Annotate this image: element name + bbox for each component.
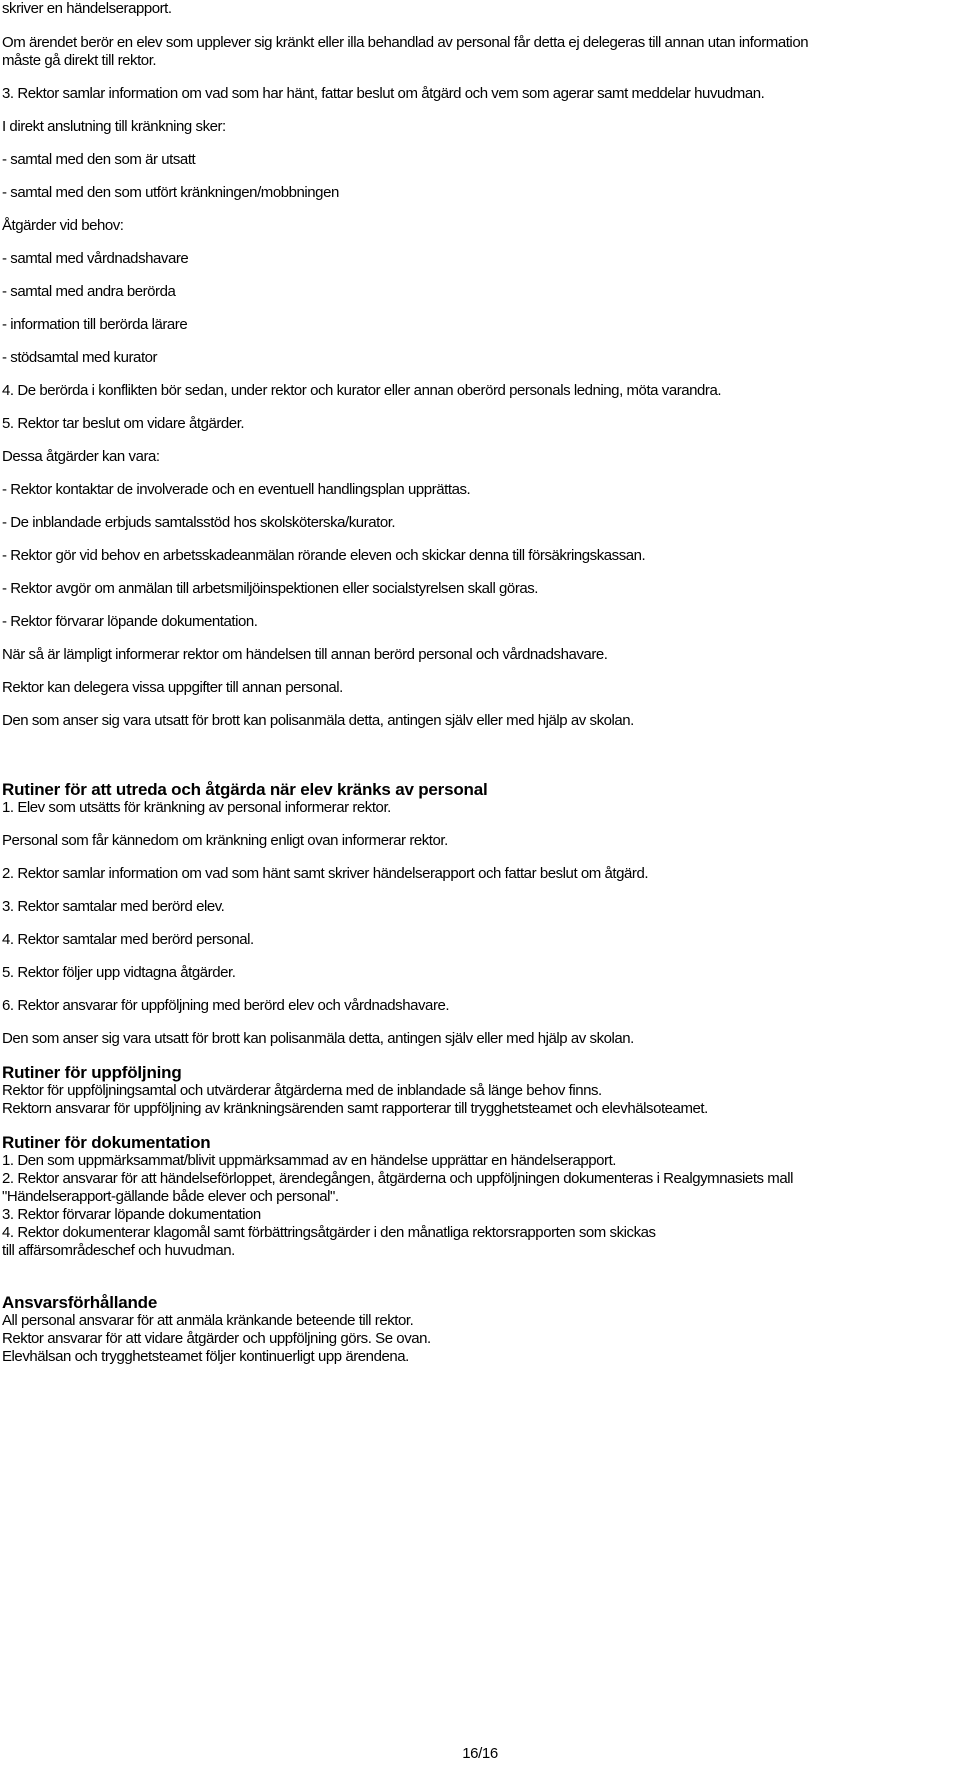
text-line: 3. Rektor förvarar löpande dokumentation bbox=[2, 1206, 261, 1223]
text-line: Elevhälsan och trygghetsteamet följer kontinuerligt upp ärendena. bbox=[2, 1348, 409, 1365]
text-line: - stödsamtal med kurator bbox=[2, 349, 158, 366]
text-line: Åtgärder vid behov: bbox=[2, 217, 124, 234]
text-line: 4. Rektor dokumenterar klagomål samt förbättringsåtgärder i den månatliga rektorsrapporten som skickas bbox=[2, 1224, 656, 1241]
text-line: 2. Rektor ansvarar för att händelseförloppet, ärendegången, åtgärderna och uppföljningen dokumenteras i Realgymnasiets mall bbox=[2, 1170, 794, 1187]
text-line: 3. Rektor samtalar med berörd elev. bbox=[2, 898, 225, 915]
text-line: 4. Rektor samtalar med berörd personal. bbox=[2, 931, 254, 948]
text-line: skriver en händelserapport. bbox=[2, 0, 172, 17]
section-heading-uppfoljning: Rutiner för uppföljning bbox=[2, 1063, 182, 1082]
text-line: - samtal med den som utfört kränkningen/mobbningen bbox=[2, 184, 339, 201]
text-line: Rektor för uppföljningsamtal och utvärderar åtgärderna med de inblandade så länge behov finns. bbox=[2, 1082, 602, 1099]
section-heading-dokumentation: Rutiner för dokumentation bbox=[2, 1133, 211, 1152]
text-line: - samtal med andra berörda bbox=[2, 283, 176, 300]
text-line: 1. Den som uppmärksammat/blivit uppmärksammad av en händelse upprättar en händelserapport. bbox=[2, 1152, 617, 1169]
text-line: Den som anser sig vara utsatt för brott kan polisanmäla detta, antingen själv eller med hjälp av skolan. bbox=[2, 712, 634, 729]
text-line: "Händelserapport-gällande både elever och personal". bbox=[2, 1188, 339, 1205]
text-line: - Rektor gör vid behov en arbetsskadeanmälan rörande eleven och skickar denna till försäkringskassan. bbox=[2, 547, 646, 564]
text-line: All personal ansvarar för att anmäla kränkande beteende till rektor. bbox=[2, 1312, 414, 1329]
text-line: När så är lämpligt informerar rektor om händelsen till annan berörd personal och vårdnadshavare. bbox=[2, 646, 608, 663]
text-line: 5. Rektor tar beslut om vidare åtgärder. bbox=[2, 415, 245, 432]
text-line: Den som anser sig vara utsatt för brott kan polisanmäla detta, antingen själv eller med hjälp av skolan. bbox=[2, 1030, 634, 1047]
text-line: Personal som får kännedom om kränkning enligt ovan informerar rektor. bbox=[2, 832, 448, 849]
text-line: 4. De berörda i konflikten bör sedan, under rektor och kurator eller annan oberörd personals ledning, möta varandra. bbox=[2, 382, 722, 399]
text-line: I direkt anslutning till kränkning sker: bbox=[2, 118, 226, 135]
text-line: måste gå direkt till rektor. bbox=[2, 52, 157, 69]
text-line: 3. Rektor samlar information om vad som har hänt, fattar beslut om åtgärd och vem som agerar samt meddelar huvudman. bbox=[2, 85, 765, 102]
text-line: - samtal med den som är utsatt bbox=[2, 151, 196, 168]
text-line: Rektor kan delegera vissa uppgifter till annan personal. bbox=[2, 679, 343, 696]
text-line: - samtal med vårdnadshavare bbox=[2, 250, 189, 267]
section-heading-ansvar: Ansvarsförhållande bbox=[2, 1293, 158, 1312]
text-line: 5. Rektor följer upp vidtagna åtgärder. bbox=[2, 964, 236, 981]
text-line: - Rektor förvarar löpande dokumentation. bbox=[2, 613, 258, 630]
text-line: Rektorn ansvarar för uppföljning av kränkningsärenden samt rapporterar till trygghetsteamet och elevhälsoteamet. bbox=[2, 1100, 708, 1117]
text-line: 6. Rektor ansvarar för uppföljning med berörd elev och vårdnadshavare. bbox=[2, 997, 450, 1014]
text-line: - De inblandade erbjuds samtalsstöd hos skolsköterska/kurator. bbox=[2, 514, 396, 531]
section-heading-personal: Rutiner för att utreda och åtgärda när elev kränks av personal bbox=[2, 780, 488, 799]
text-line: - Rektor avgör om anmälan till arbetsmiljöinspektionen eller socialstyrelsen skall göras. bbox=[2, 580, 539, 597]
text-line: - Rektor kontaktar de involverade och en eventuell handlingsplan upprättas. bbox=[2, 481, 471, 498]
page-number: 16/16 bbox=[462, 1745, 498, 1762]
text-line: 2. Rektor samlar information om vad som hänt samt skriver händelserapport och fattar beslut om åtgärd. bbox=[2, 865, 649, 882]
text-line: Om ärendet berör en elev som upplever sig kränkt eller illa behandlad av personal får detta ej delegeras till annan utan information bbox=[2, 34, 809, 51]
text-line: - information till berörda lärare bbox=[2, 316, 188, 333]
text-line: 1. Elev som utsätts för kränkning av personal informerar rektor. bbox=[2, 799, 391, 816]
text-line: Dessa åtgärder kan vara: bbox=[2, 448, 160, 465]
text-line: Rektor ansvarar för att vidare åtgärder och uppföljning görs. Se ovan. bbox=[2, 1330, 431, 1347]
text-line: till affärsområdeschef och huvudman. bbox=[2, 1242, 235, 1259]
